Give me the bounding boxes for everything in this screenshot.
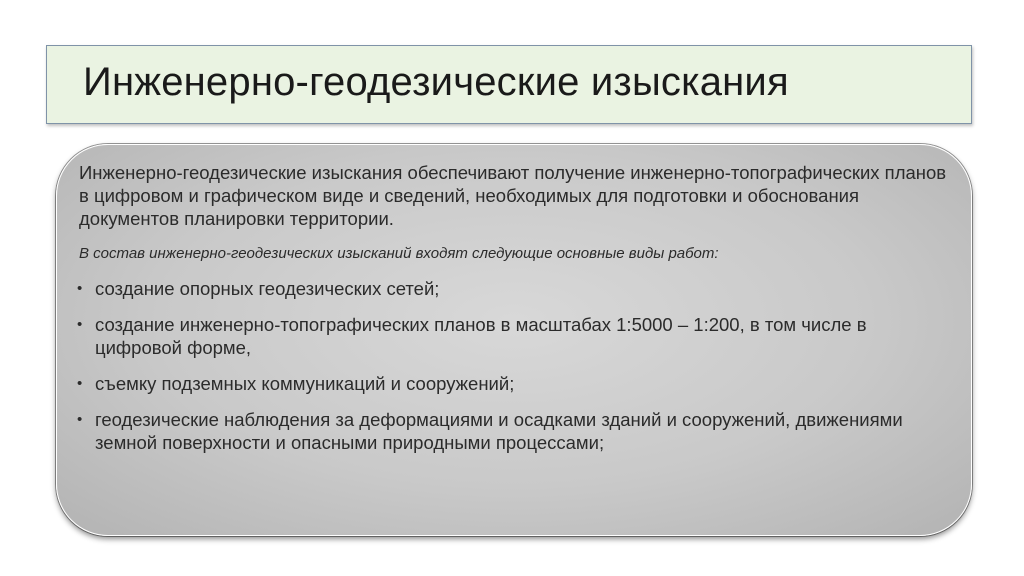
title-box — [46, 45, 972, 124]
list-item-text: создание опорных геодезических сетей; — [95, 278, 440, 299]
list-item — [77, 277, 947, 300]
works-subheading: В состав инженерно-геодезических изысканий входят следующие основные виды работ: — [79, 245, 719, 262]
list-item — [77, 313, 947, 359]
intro-paragraph: Инженерно-геодезические изыскания обеспечивают получение инженерно-топографических планов в цифровом и графическом виде и сведений, необходимых для подготовки и обоснования документов планировки территории. — [79, 162, 947, 229]
bullet-icon: • — [77, 280, 83, 297]
list-item — [77, 408, 947, 454]
bullet-icon: • — [77, 316, 83, 333]
list-item-text: создание инженерно-топографических планов в масштабах 1:5000 – 1:200, в том числе в цифровой форме, — [95, 314, 867, 358]
slide-title: Инженерно-геодезические изыскания — [83, 60, 789, 104]
list-item-text: геодезические наблюдения за деформациями и осадками зданий и сооружений, движениями земной поверхности и опасными природными процессами; — [95, 409, 903, 453]
content-box — [56, 144, 972, 536]
list-item-text: съемку подземных коммуникаций и сооружений; — [95, 373, 515, 394]
list-item — [77, 372, 947, 395]
bullet-icon: • — [77, 411, 83, 428]
bullet-icon: • — [77, 375, 83, 392]
works-list — [77, 277, 947, 467]
